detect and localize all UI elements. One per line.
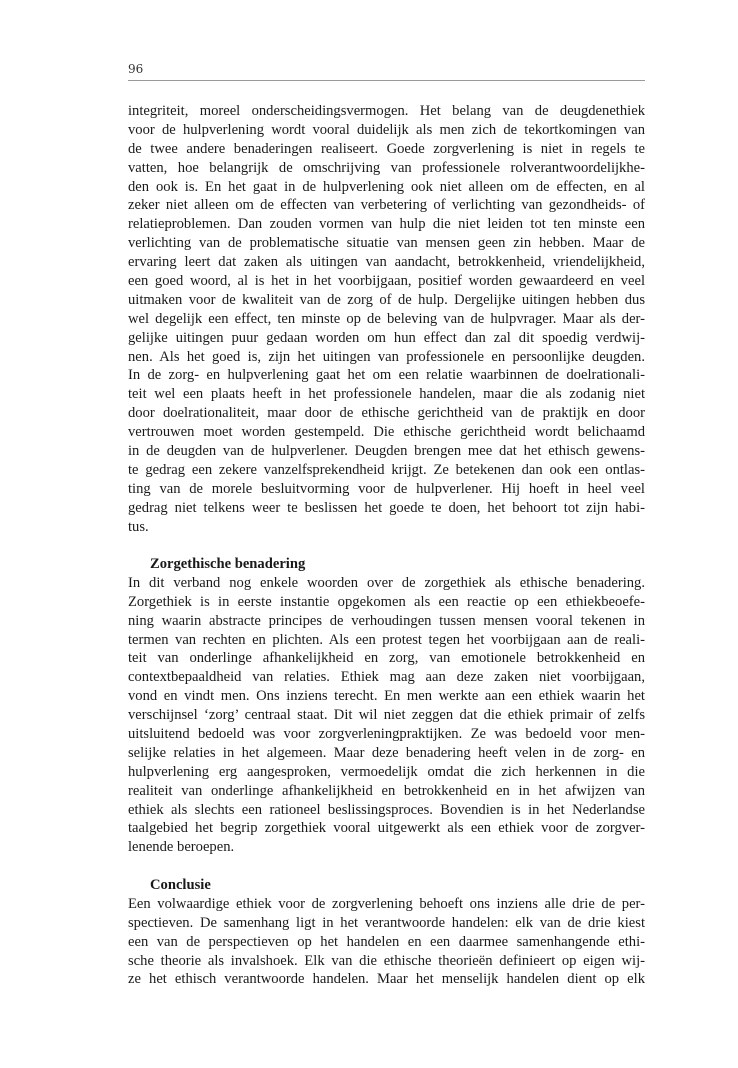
text-line: ethiek als slechts een rationeel beslissingsproces. Bovendien is in het Nederlandse <box>128 801 645 818</box>
text-line: ning waarin abstracte principes de verhoudingen tussen mensen vooral tekenen in <box>128 612 645 629</box>
text-line: Een volwaardige ethiek voor de zorgverlening behoeft ons inziens alle drie de per- <box>128 895 645 912</box>
text-line: lenende beroepen. <box>128 839 235 856</box>
text-line: vertrouwen moet worden gestempeld. Die ethische gerichtheid wordt belichaamd <box>128 424 645 441</box>
text-line: de twee andere benaderingen realiseert. Goede zorgverlening is niet in regels te <box>128 140 645 157</box>
text-line: uitsluitend bedoeld was voor zorgverleningpraktijken. Ze was bedoeld voor men- <box>128 726 645 743</box>
text-line: taalgebied het begrip zorgethiek vooral uitgewerkt als een ethiek voor de zorgver- <box>128 820 645 837</box>
text-line: teit wel een plaats heeft in het professionele handelen, maar die als zodanig niet <box>128 386 645 403</box>
text-line: in de deugden van de hulpverlener. Deugden brengen mee dat het ethisch gewens- <box>128 443 645 460</box>
text-line: gedrag niet telkens weer te beslissen het goede te doen, het behoort tot zijn habi- <box>128 499 645 516</box>
text-line: teit van onderlinge afhankelijkheid en zorg, van emotionele betrokkenheid en <box>128 650 645 667</box>
text-line: integriteit, moreel onderscheidingsvermogen. Het belang van de deugdenethiek <box>128 103 645 119</box>
text-line: ze het ethisch verantwoorde handelen. Maar het menselijk handelen dient op elk <box>128 971 645 988</box>
text-line: selijke relaties in het algemeen. Maar deze benadering heeft velen in de zorg- en <box>128 744 645 761</box>
text-line: Zorgethiek is in eerste instantie opgekomen als een reactie op een ethiekbeoefe- <box>128 593 645 610</box>
text-line: te gedrag een zekere vanzelfsprekendheid krijgt. Ze betekenen dan ook een ontlas- <box>128 461 645 478</box>
text-line: nen. Als het goed is, zijn het uitingen van professionele en persoonlijke deugden. <box>128 348 645 365</box>
text-line: uitmaken voor de kwaliteit van de zorg of de hulp. Dergelijke uitingen hebben dus <box>128 291 645 308</box>
text-line: tus. <box>128 518 149 535</box>
text-line: verschijnsel ‘zorg’ centraal staat. Dit wil niet zeggen dat die ethiek primair of zelfs <box>128 707 645 724</box>
text-line: verlichting van de problematische situatie van mensen geen zin hebben. Maar de <box>128 235 645 252</box>
text-line: In de zorg- en hulpverlening gaat het om een relatie waarbinnen de doelrationali- <box>128 367 645 384</box>
text-line: realiteit van onderlinge afhankelijkheid en betrokkenheid en in het afwijzen van <box>128 782 645 799</box>
section-heading: Conclusie <box>150 877 211 893</box>
section-conclusie <box>128 876 645 989</box>
text-line: vond en vindt men. Ons inziens terecht. En men werkte aan een ethiek waarin het <box>128 688 645 705</box>
text-line: een van de perspectieven op het handelen en een daarmee samenhangende ethi- <box>128 933 645 950</box>
text-line: den ook is. En het gaat in de hulpverlening ook niet alleen om de effecten, en al <box>128 178 645 195</box>
text-line: zeker niet alleen om de effecten van verbetering of verlichting van gezondheids- of <box>128 197 645 214</box>
text-line: In dit verband nog enkele woorden over de zorgethiek als ethische benadering. <box>128 574 645 591</box>
text-line: voor de hulpverlening wordt vooral duidelijk als men zich de tekortkomingen van <box>128 121 645 138</box>
text-line: ervaring leert dat zaken als uitingen van aandacht, betrokkenheid, vriendelijkheid, <box>128 254 645 271</box>
paragraph-deugdenethiek <box>128 102 645 536</box>
text-line: contextbepaaldheid van relaties. Ethiek mag aan deze zaken niet voorbijgaan, <box>128 669 645 686</box>
page-number: 96 <box>128 62 144 76</box>
text-line: wel degelijk een effect, ten minste op de beleving van de hulpvrager. Maar als der- <box>128 310 645 327</box>
text-line: een goed woord, al is het in het voorbijgaan, positief worden gewaardeerd en veel <box>128 273 645 290</box>
text-line: door doelrationaliteit, maar door de ethische gerichtheid van de praktijk en door <box>128 405 645 422</box>
text-line: vatten, hoe belangrijk de omschrijving van professionele rolverantwoordelijkhe- <box>128 159 645 176</box>
text-line: relatieproblemen. Dan zouden vormen van hulp die niet leiden tot ten minste een <box>128 216 645 233</box>
section-heading: Zorgethische benadering <box>150 556 306 572</box>
text-line: hulpverlening erg aangesproken, vermoedelijk omdat die zich herkennen in die <box>128 763 645 780</box>
section-zorgethische-benadering <box>128 555 645 857</box>
header-divider <box>128 80 645 81</box>
text-line: termen van rechten en plichten. Als een protest tegen het voorbijgaan aan de reali- <box>128 631 645 648</box>
text-line: sche theorie als invalshoek. Elk van die ethische theorieën definieert op eigen wij- <box>128 952 645 969</box>
text-line: spectieven. De samenhang ligt in het verantwoorde handelen: elk van de drie kiest <box>128 914 645 931</box>
text-line: ting van de morele besluitvorming voor de hulpverlener. Hij hoeft in heel veel <box>128 480 645 497</box>
text-line: gelijke uitingen puur gedaan worden om hun effect dan zal dit spoedig verdwij- <box>128 329 645 346</box>
